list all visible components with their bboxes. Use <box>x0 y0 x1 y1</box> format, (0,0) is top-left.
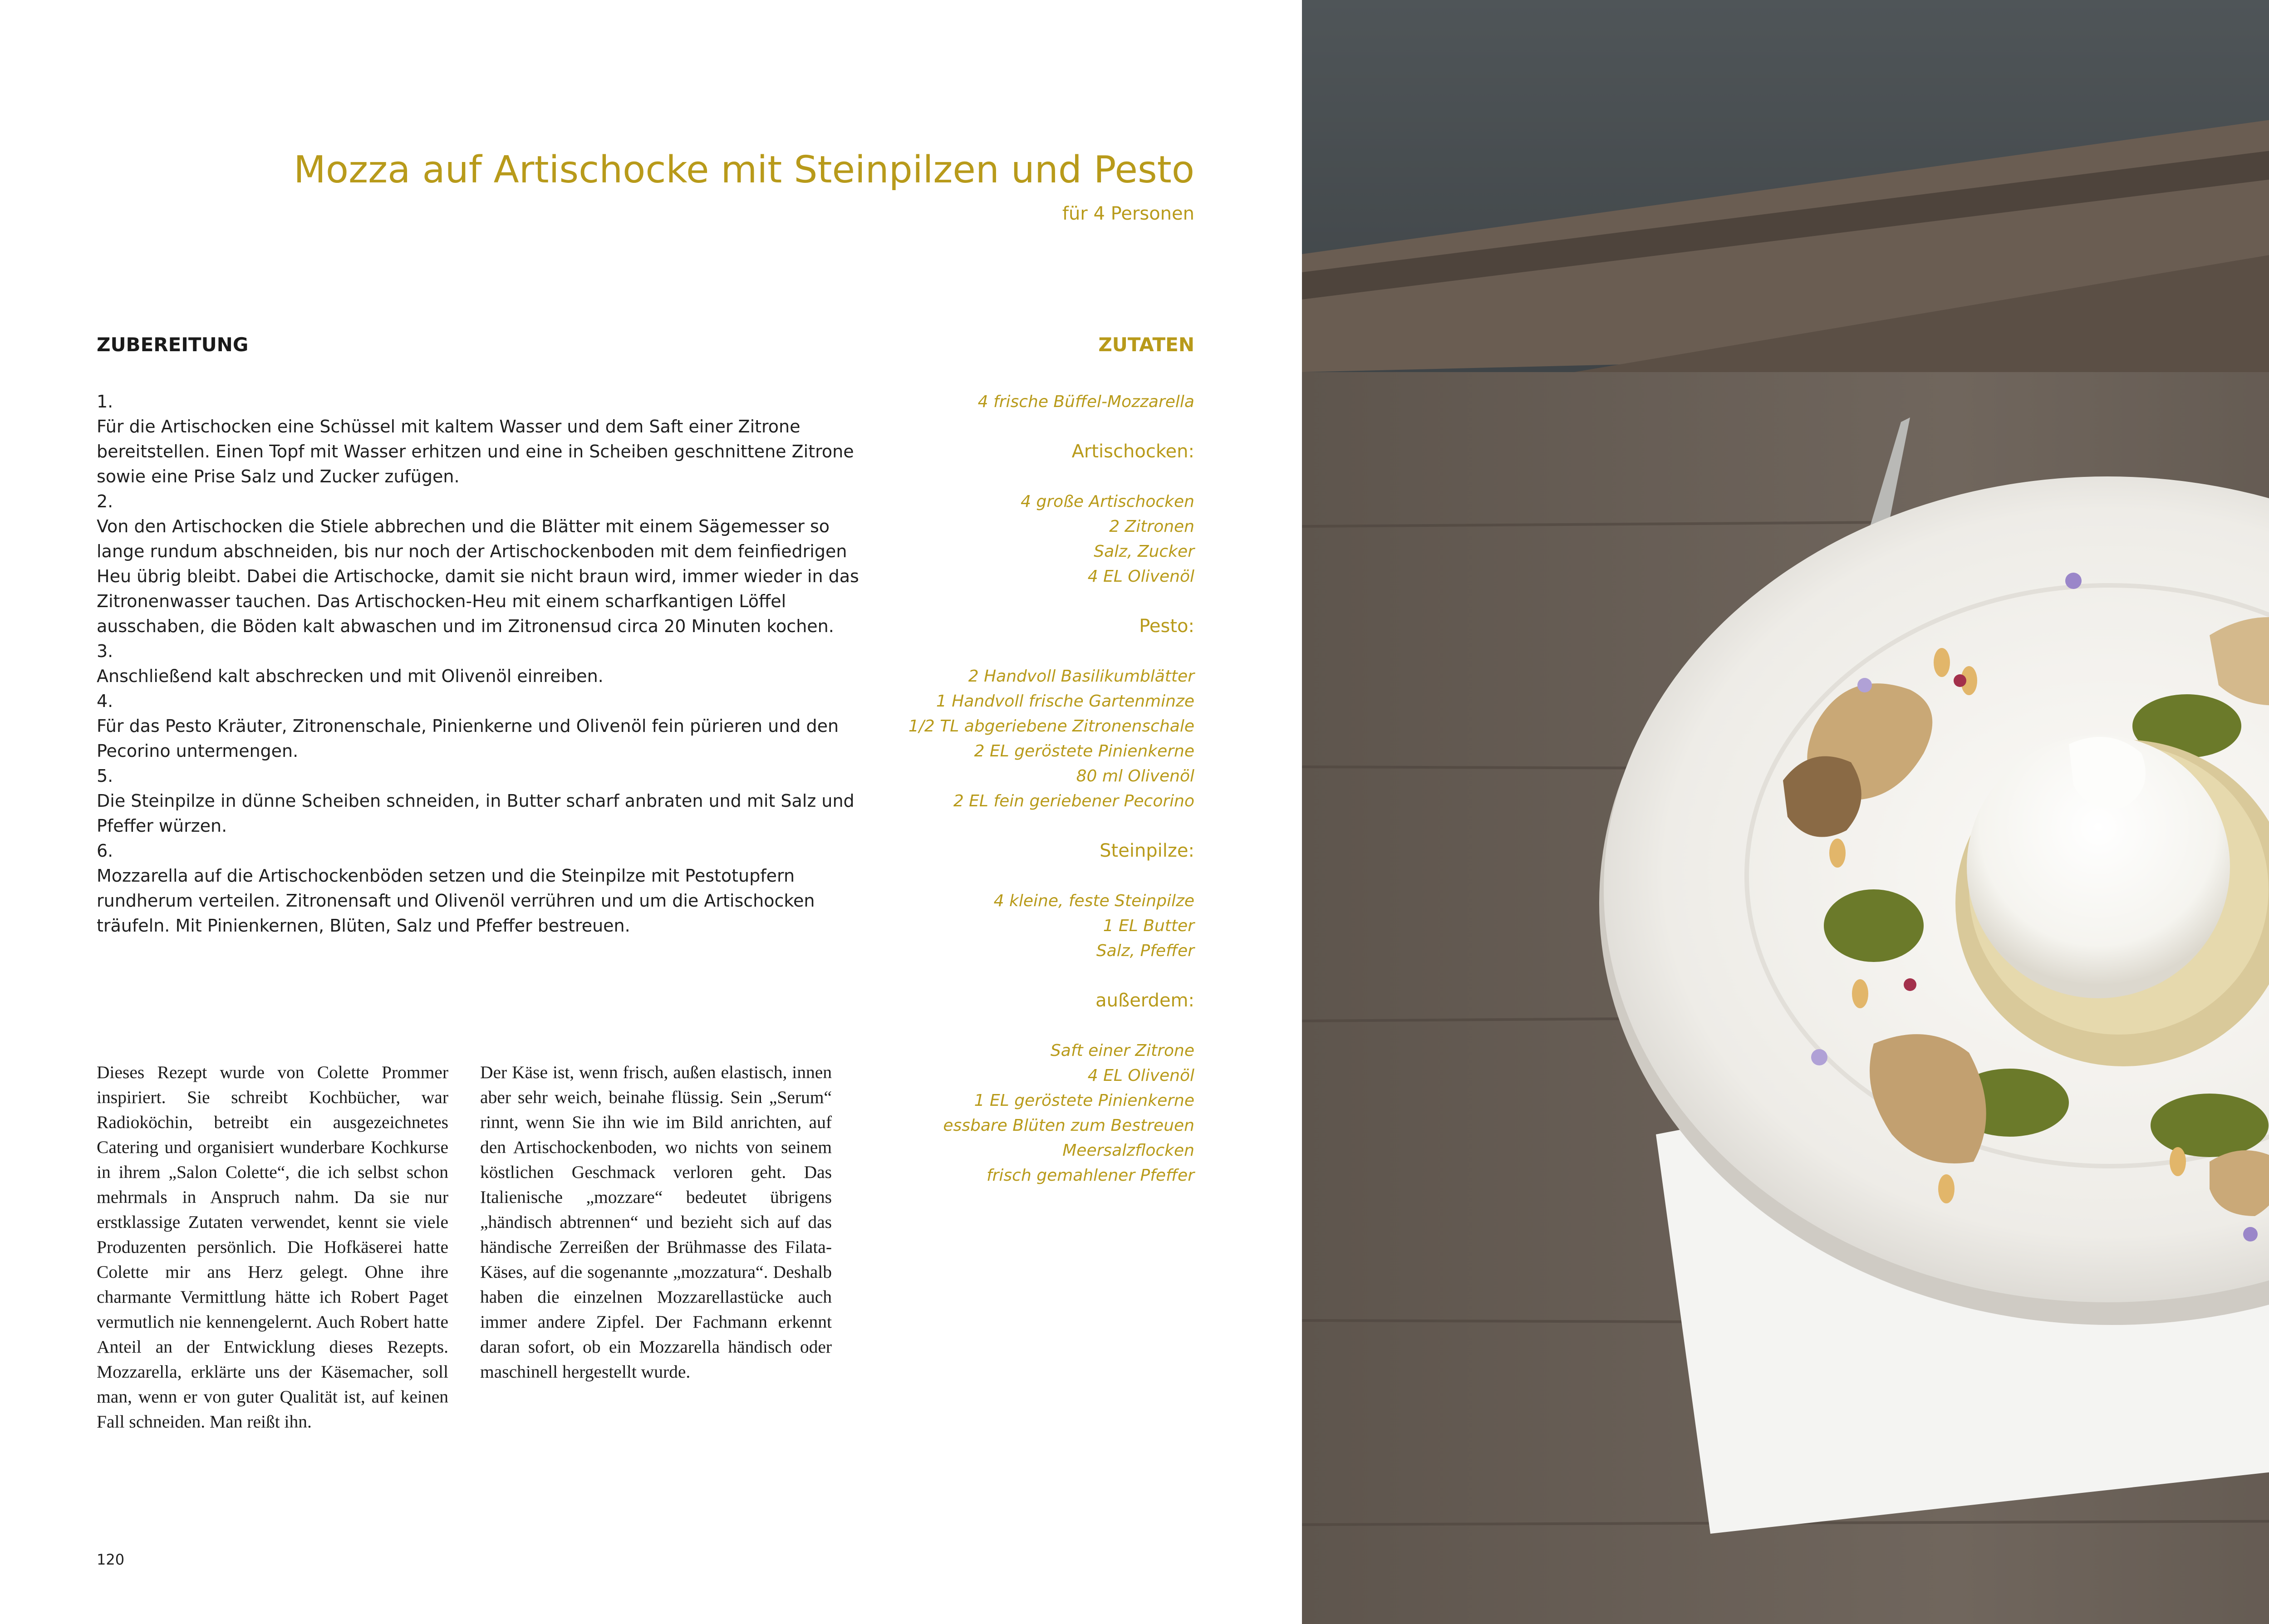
ingredient-item: Salz, Zucker <box>1094 542 1194 561</box>
ingredient-item: Saft einer Zitrone <box>1050 1041 1194 1060</box>
food-photo-illustration <box>1302 0 2269 1624</box>
step-number: 5. <box>97 766 113 786</box>
ingredient-item: frisch gemahlener Pfeffer <box>986 1166 1194 1185</box>
step-text: Von den Artischocken die Stiele abbrechen und die Blätter mit einem Sägemesser so lange rundum abschneiden, bis nur noch der Artischockenboden mit dem feinfiedrigen Heu übrig bleibt. Dabei die Artischocke, damit sie nicht braun wird, immer wieder in das Zitronenwasser tauchen. Das Artischocken-Heu mit einem scharfkantigen Löffel ausschaben, die Böden kalt abwaschen und im Zitronensud circa 20 Minuten kochen. <box>97 516 859 636</box>
ingredient-item: 1/2 TL abgeriebene Zitronenschale <box>908 717 1194 736</box>
ingredient-item: essbare Blüten zum Bestreuen <box>943 1116 1194 1135</box>
ingredient-item: 80 ml Olivenöl <box>1076 767 1194 785</box>
preparation-steps <box>97 389 868 938</box>
step-number: 1. <box>97 392 113 412</box>
step-text: Für das Pesto Kräuter, Zitronenschale, Pinienkerne und Olivenöl fein pürieren und den Pecorino untermengen. <box>97 716 839 761</box>
step-number: 4. <box>97 691 113 711</box>
food-photo <box>1302 0 2269 1624</box>
story-column-1: Dieses Rezept wurde von Colette Prommer inspiriert. Sie schreibt Kochbücher, war Radioköchin, betreibt ein ausgezeichnetes Catering und organisiert wunderbare Kochkurse in ihrem „Salon Colette“, die ich selbst schon mehrmals in Anspruch nahm. Da sie nur erstklassige Zutaten verwendet, kennt sie viele Produzenten persönlich. Die Hofkäserei hatte Colette mir ans Herz gelegt. Ohne ihre charmante Vermittlung hätte ich Robert Paget vermutlich nie kennengelernt. Auch Robert hatte Anteil an der Entwicklung dieses Rezepts. Mozzarella, erklärte uns der Käsemacher, soll man, wenn er von guter Qualität ist, auf keinen Fall schneiden. Man reißt ihn. <box>97 1062 448 1432</box>
ingredient-item: 4 frische Büffel-Mozzarella <box>977 393 1194 411</box>
ingredient-item: 2 Handvoll Basilikumblätter <box>968 667 1194 686</box>
step-text: Mozzarella auf die Artischockenböden setzen und die Steinpilze mit Pestotupfern rundherum verteilen. Zitronensaft und Olivenöl verrühren und um die Artischocken träufeln. Mit Pinienkernen, Blüten, Salz und Pfeffer bestreuen. <box>97 866 815 936</box>
ingredient-item: 4 große Artischocken <box>1021 492 1194 511</box>
ingredient-group-heading: Artischocken: <box>1071 441 1194 462</box>
story-column-2: Der Käse ist, wenn frisch, außen elastisch, innen aber sehr weich, beinahe flüssig. Sein „Serum“ rinnt, wenn Sie ihn wie im Bild anrichten, auf den Artischockenboden, wo nichts von seinem köstlichen Geschmack verloren geht. Das Italienische „mozzare“ bedeutet übrigens „händisch abtrennen“ und bezieht sich auf das händische Zerreißen der Brühmasse des Filata-Käses, auf die sogenannte „mozzatura“. Deshalb haben die einzelnen Mozzarellastücke auch immer andere Zipfel. Der Fachmann erkennt daran sofort, ob ein Mozzarella händisch oder maschinell hergestellt wurde. <box>480 1062 832 1382</box>
step-text: Für die Artischocken eine Schüssel mit kaltem Wasser und dem Saft einer Zitrone bereitstellen. Einen Topf mit Wasser erhitzen und eine in Scheiben geschnittene Zitrone sowie eine Prise Salz und Zucker zufügen. <box>97 417 854 486</box>
ingredient-item: 1 Handvoll frische Gartenminze <box>936 692 1194 711</box>
ingredients-list <box>786 389 1194 1188</box>
preparation-heading: ZUBEREITUNG <box>97 334 249 356</box>
recipe-title: Mozza auf Artischocke mit Steinpilzen und Pesto <box>294 148 1194 191</box>
ingredient-item: 4 kleine, feste Steinpilze <box>993 892 1194 910</box>
ingredient-item: Salz, Pfeffer <box>1096 942 1194 960</box>
ingredient-group-heading: außerdem: <box>1095 990 1194 1011</box>
ingredient-item: 1 EL geröstete Pinienkerne <box>974 1091 1194 1110</box>
step-number: 6. <box>97 841 113 861</box>
recipe-servings: für 4 Personen <box>1062 203 1194 224</box>
ingredient-item: 1 EL Butter <box>1103 917 1194 935</box>
ingredient-item: 4 EL Olivenöl <box>1087 1066 1194 1085</box>
ingredient-group-heading: Steinpilze: <box>1100 840 1194 861</box>
page-number: 120 <box>97 1551 125 1568</box>
step-number: 2. <box>97 491 113 511</box>
ingredient-item: 2 Zitronen <box>1109 517 1194 536</box>
step-text: Anschließend kalt abschrecken und mit Olivenöl einreiben. <box>97 666 604 686</box>
ingredient-item: Meersalzflocken <box>1062 1141 1194 1160</box>
step-text: Die Steinpilze in dünne Scheiben schneiden, in Butter scharf anbraten und mit Salz und Pfeffer würzen. <box>97 791 855 836</box>
ingredient-group-heading: Pesto: <box>1139 616 1194 637</box>
ingredient-item: 2 EL geröstete Pinienkerne <box>974 742 1194 760</box>
ingredient-item: 4 EL Olivenöl <box>1087 567 1194 586</box>
ingredient-item: 2 EL fein geriebener Pecorino <box>953 792 1194 810</box>
step-number: 3. <box>97 641 113 661</box>
ingredients-heading: ZUTATEN <box>1098 334 1194 356</box>
